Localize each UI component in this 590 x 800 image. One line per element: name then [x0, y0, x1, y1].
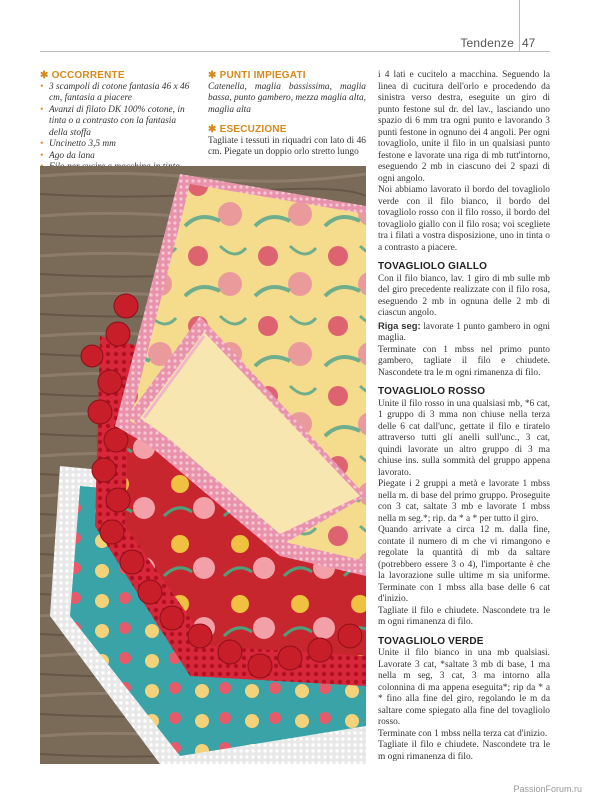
materials-list [40, 82, 196, 174]
green-paragraph: Unite il filo bianco in una mb qualsiasi. Lavorate 3 cat, *saltate 3 mb di base, 1 ma nella m seg, 3 cat, 3 ma intorno alla colonnina di ma appena eseguita*; rip da * a * fino alla fine del giro, regolando le m da saltare come spiegato alla fine del tovagliolo rosso. [378, 648, 550, 727]
page-header [0, 0, 590, 52]
intro-paragraph: Noi abbiamo lavorato il bordo del tovagliolo verde con il filo bianco, il bordo del tovagliolo rosso con il filo rosso, il bordo del tovagliolo giallo con il filo rosa; voi scegliete tra i filati a vostra disposizione, uno in tinta o a contrasto a piacere. [378, 185, 550, 253]
green-paragraph: Tagliate il filo e chiudete. Nascondete tra le m ogni rimanenza di filo. [378, 740, 550, 762]
instructions-column [378, 70, 550, 763]
execution-heading: ✱ ESECUZIONE [208, 124, 287, 135]
materials-column [40, 70, 196, 174]
section-title: Tendenze [460, 36, 514, 50]
row-label: Riga seg: [378, 319, 421, 331]
list-item: • Avanzi di filato DK 100% cotone, in tinta o a contrasto con la fantasia della stoffa [40, 105, 196, 140]
stitches-column [208, 70, 366, 159]
list-item: • Ago da lana [40, 151, 196, 163]
execution-text: Tagliate i tessuti in riquadri con lato di 46 cm. Piegate un doppio orlo stretto lungo [208, 135, 366, 157]
materials-heading: ✱ OCCORRENTE [40, 70, 125, 81]
page-number: 47 [522, 36, 536, 50]
red-paragraph: Unite il filo rosso in una qualsiasi mb, *6 cat, 1 gruppo di 3 mma non chiuse nella terza delle 6 cat dall'unc, gettate il filo e tiratelo attraverso tutti gli anelli sull'unc., 3 cat, quindi lavorate un altro gruppo di 3 ma chiuse ins. sulla sommità del gruppo appena lavorato. [378, 398, 550, 478]
star-icon: ✱ [208, 124, 217, 135]
yellow-paragraph: Terminate con 1 mbss nel primo punto gambero, tagliate il filo e chiudete. Nascondete tra le m ogni rimanenza di filo. [378, 344, 550, 378]
napkins-photo [40, 166, 366, 764]
green-napkin-heading: TOVAGLIOLO VERDE [378, 635, 484, 647]
star-icon: ✱ [40, 70, 49, 81]
intro-paragraph: i 4 lati e cucitelo a macchina. Seguendo la linea di cucitura dell'orlo e procedendo da sinistra verso destra, eseguite un giro di punto festone sul dr. del lav., lasciando uno spazio di 6 mm tra ogni punto e lavorando 3 punti festone in ognuno dei 4 angoli. Per ogni tovagliolo, unite il filo in un qualsiasi punto festone e lavorate una riga di mb tutt'intorno, eseguendo 2 mb in ciascuno dei 2 spazi di ogni angolo. [378, 70, 550, 184]
red-paragraph: Tagliate il filo e chiudete. Nascondete tra le m ogni rimanenza di filo. [378, 605, 550, 627]
stitches-text: Catenella, maglia bassissima, maglia bassa, punto gambero, mezza maglia alta, maglia alta [208, 81, 366, 115]
red-napkin-heading: TOVAGLIOLO ROSSO [378, 386, 486, 397]
yellow-paragraph: Con il filo bianco, lav. 1 giro di mb sulle mb del giro precedente realizzate con il filo rosa, eseguendo 2 mb in ognuna delle 2 mb di ciascun angolo. [378, 273, 550, 318]
yellow-napkin-heading: TOVAGLIOLO GIALLO [378, 261, 488, 272]
yellow-row-paragraph [378, 320, 550, 345]
star-icon: ✱ [208, 70, 217, 81]
red-paragraph: Quando arrivate a circa 12 m. dalla fine, contate il numero di m che vi rimangono e regolate la quantità di mb da saltare (potrebbero essere 3 o 4), l'importante è che la lavorazione sulle ultime m sia uniforme. Terminate con 1 mbss alla base delle 6 cat d'inizio. [378, 525, 550, 604]
green-paragraph: Terminate con 1 mbss nella terza cat d'inizio. [378, 728, 548, 739]
header-rule [40, 51, 550, 52]
stitches-heading: ✱ PUNTI IMPIEGATI [208, 70, 306, 81]
header-divider [519, 0, 520, 52]
watermark: PassionForum.ru [513, 784, 582, 794]
photo-illustration [40, 166, 366, 764]
list-item: • 3 scampoli di cotone fantasia 46 x 46 cm, fantasia a piacere [40, 82, 196, 105]
row-text: lavorate 1 punto gambero in ogni maglia. [378, 321, 550, 343]
list-item: • Uncinetto 3,5 mm [40, 139, 196, 151]
red-paragraph: Piegate i 2 gruppi a metà e lavorate 1 mbss nella m. di base del primo gruppo. Proseguite con 3 cat, saltate 3 mb e lavorate 1 mbss nella m seg.*; rip. da * a * per tutto il giro. [378, 479, 550, 524]
